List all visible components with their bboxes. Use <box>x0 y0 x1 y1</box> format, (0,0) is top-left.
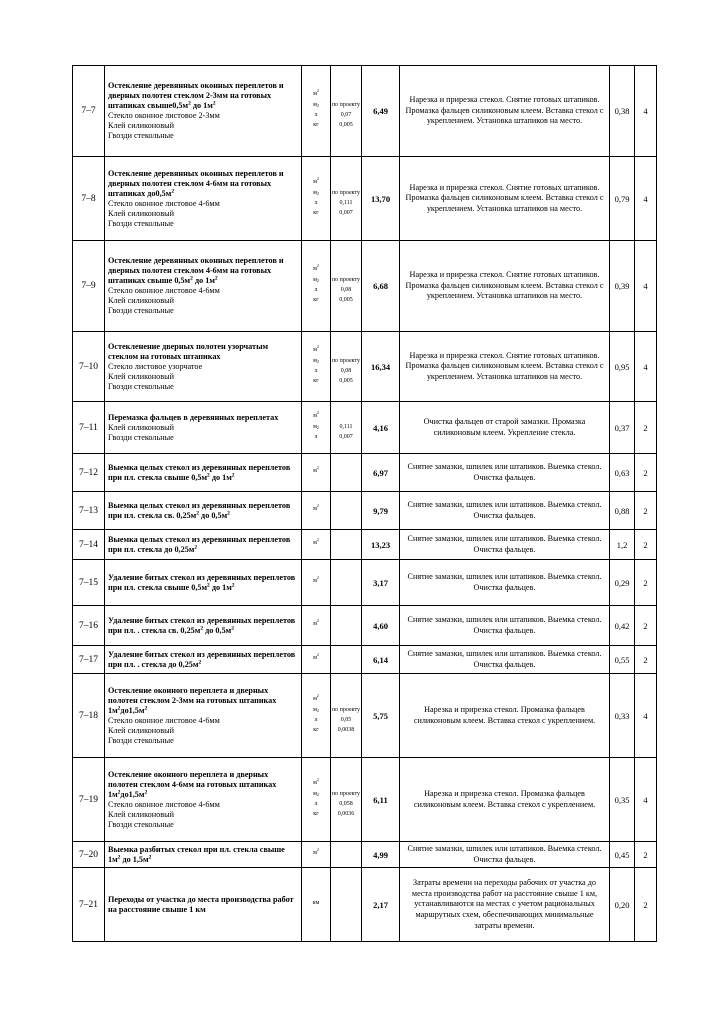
row-unit-cell <box>302 66 331 157</box>
table-row <box>73 646 657 674</box>
material-unit: л <box>314 287 318 294</box>
row-name-cell <box>105 842 302 868</box>
row-name-cell <box>105 402 302 454</box>
row-name-cell <box>105 646 302 674</box>
row-title: Остекленение дверных полотен узорчатым стеклом на готовых штапиках <box>108 341 269 361</box>
row-name-cell <box>105 674 302 758</box>
row-coef: 0,42 <box>610 606 635 646</box>
row-qty-cell <box>331 241 362 332</box>
row-value: 6,97 <box>362 454 400 492</box>
row-title: Остекление оконного переплета и дверных полотен стеклом 2-3мм на готовых штапиках $1м^2до1,5м^2$ <box>108 685 277 715</box>
row-coef: 0,29 <box>610 560 635 606</box>
table-row <box>73 332 657 402</box>
row-qty-cell <box>331 674 362 758</box>
material-unit: кг <box>313 726 319 733</box>
row-qty-cell <box>331 332 362 402</box>
row-title: Удаление битых стекол из деревянных переплетов при пл. . стекла св. $0,25м^2$ до $0,5м^2$ <box>108 615 296 635</box>
row-coef: 0,79 <box>610 157 635 241</box>
row-qty-spacer <box>331 655 361 665</box>
material-unit: кг <box>313 810 319 817</box>
material-name: Стекло оконное листовое 4-6мм <box>108 715 220 725</box>
row-title: Остекление деревянных оконных переплетов и дверных полотен стеклом 4-6мм на готовых штапиках $до0,5м^2$ <box>108 168 284 198</box>
row-name-cell <box>105 868 302 942</box>
row-description: Снятие замазки, шпилек или штапиков. Выемка стекол. Очистка фальцев. <box>400 560 610 606</box>
row-title-unit: м 2 <box>313 846 319 856</box>
row-grade: 4 <box>635 157 657 241</box>
row-name-cell <box>105 454 302 492</box>
material-unit: кг <box>313 122 319 129</box>
row-qty-cell <box>331 66 362 157</box>
row-code: 7–16 <box>73 606 105 646</box>
row-title-unit: м 2 <box>313 536 319 546</box>
material-qty: 0,111 <box>339 199 353 206</box>
material-name: Клей силиконовый <box>108 208 174 218</box>
material-unit: м 2 <box>313 423 319 430</box>
row-coef: 0,63 <box>610 454 635 492</box>
material-name: Клей силиконовый <box>108 809 174 819</box>
table-row <box>73 530 657 560</box>
row-qty-cell <box>331 606 362 646</box>
row-code: 7–21 <box>73 868 105 942</box>
row-code: 7–8 <box>73 157 105 241</box>
row-qty-cell <box>331 560 362 606</box>
row-qty-cell <box>331 454 362 492</box>
row-value: 5,75 <box>362 674 400 758</box>
material-name: Гвозди стекольные <box>108 819 174 829</box>
row-name-cell <box>105 758 302 842</box>
table-row <box>73 868 657 942</box>
row-title-unit: м 2 <box>313 343 319 353</box>
row-unit-cell <box>302 606 331 646</box>
material-qty: 0,0038 <box>337 726 355 733</box>
row-description: Нарезка и прирезка стекол. Промазка фальцев силиконовым клеем. Вставка стекол с укреплением. <box>400 758 610 842</box>
row-coef: 0,35 <box>610 758 635 842</box>
row-title-unit: м 2 <box>313 409 319 419</box>
material-qty: 0,0036 <box>337 810 355 817</box>
row-description: Снятие замазки, шпилек или штапиков. Выемка стекол. Очистка фальцев. <box>400 646 610 674</box>
row-grade: 2 <box>635 560 657 606</box>
norms-table <box>72 65 657 942</box>
material-unit: л <box>314 367 318 374</box>
material-qty: 0,111 <box>339 423 353 430</box>
row-value: 6,11 <box>362 758 400 842</box>
row-qty-cell <box>331 157 362 241</box>
row-qty-spacer <box>331 696 361 706</box>
material-name: Гвозди стекольные <box>108 735 174 745</box>
row-value: 6,14 <box>362 646 400 674</box>
material-name: Клей силиконовый <box>108 121 174 130</box>
row-value: 3,17 <box>362 560 400 606</box>
row-description: Снятие замазки, шпилек или штапиков. Выемка стекол. Очистка фальцев. <box>400 492 610 530</box>
row-code: 7–18 <box>73 674 105 758</box>
row-unit-cell <box>302 868 331 942</box>
row-description: Снятие замазки, шпилек или штапиков. Выемка стекол. Очистка фальцев. <box>400 842 610 868</box>
row-coef: 0,55 <box>610 646 635 674</box>
row-qty-spacer <box>331 347 361 357</box>
row-coef: 0,88 <box>610 492 635 530</box>
row-code: 7–20 <box>73 842 105 868</box>
row-description: Снятие замазки, шпилек или штапиков. Выемка стекол. Очистка фальцев. <box>400 454 610 492</box>
material-name: Клей силиконовый <box>108 725 174 735</box>
row-title-unit: км <box>312 899 320 906</box>
row-code: 7–10 <box>73 332 105 402</box>
material-unit: м 2 <box>313 790 319 797</box>
row-name-cell <box>105 560 302 606</box>
material-name: Стекло оконное листовое 4-6мм <box>108 198 220 208</box>
row-value: 13,23 <box>362 530 400 560</box>
row-title-unit: м 2 <box>313 464 319 474</box>
row-name-cell <box>105 157 302 241</box>
row-description: Нарезка и прирезка стекол. Снятие готовых штапиков. Промазка фальцев силиконовым клеем. Вставка стекол с укреплением. Установка штапиков на место. <box>400 241 610 332</box>
row-qty-spacer <box>331 621 361 631</box>
row-name-cell <box>105 66 302 157</box>
row-qty-cell <box>331 868 362 942</box>
material-qty: 0,005 <box>339 377 353 384</box>
row-coef: 0,95 <box>610 332 635 402</box>
row-grade: 2 <box>635 402 657 454</box>
row-grade: 4 <box>635 66 657 157</box>
row-code: 7–19 <box>73 758 105 842</box>
material-qty: по проекту <box>331 189 361 196</box>
row-code: 7–13 <box>73 492 105 530</box>
row-description: Снятие замазки, шпилек или штапиков. Выемка стекол. Очистка фальцев. <box>400 606 610 646</box>
material-unit: л <box>314 112 318 119</box>
row-qty-spacer <box>331 780 361 790</box>
row-code: 7–14 <box>73 530 105 560</box>
material-name: Стекло оконное листовое 4-6мм <box>108 799 220 809</box>
material-qty: по проекту <box>331 790 361 797</box>
row-title: Остекление деревянных оконных переплетов и дверных полотен стеклом 4-6мм на готовых штапиках свыше $0,5м^2$ до $1м^2$ <box>108 256 284 285</box>
row-coef: 0,38 <box>610 66 635 157</box>
row-code: 7–11 <box>73 402 105 454</box>
material-name: Стекло оконное листовое 2-3мм <box>108 111 220 120</box>
material-name: Гвозди стекольные <box>108 381 174 391</box>
material-qty: 0,08 <box>340 287 352 294</box>
row-description: Нарезка и прирезка стекол. Снятие готовых штапиков. Промазка фальцев силиконовым клеем. Вставка стекол с укреплением. Установка штапиков на место. <box>400 332 610 402</box>
row-grade: 4 <box>635 674 657 758</box>
row-unit-cell <box>302 758 331 842</box>
row-qty-spacer <box>331 91 361 101</box>
material-name: Гвозди стекольные <box>108 131 174 140</box>
material-unit: м 2 <box>313 357 319 364</box>
row-title: Выемка целых стекол из деревянных переплетов при пл. стекла до $0,25м^2$ <box>108 534 291 554</box>
row-grade: 2 <box>635 606 657 646</box>
row-title: Переходы от участка до места производства работ на расстояние свыше 1 км <box>108 894 294 914</box>
row-grade: 4 <box>635 241 657 332</box>
row-title-unit: м 2 <box>313 617 319 627</box>
row-unit-cell <box>302 492 331 530</box>
material-qty: 0,08 <box>340 367 352 374</box>
row-qty-spacer <box>331 850 361 860</box>
material-unit: м 2 <box>313 277 319 284</box>
row-code: 7–17 <box>73 646 105 674</box>
table-row <box>73 66 657 157</box>
row-value: 2,17 <box>362 868 400 942</box>
row-title: Удаление битых стекол из деревянных переплетов при пл. . стекла до $0,25м^2$ <box>108 649 296 669</box>
row-grade: 4 <box>635 332 657 402</box>
row-grade: 2 <box>635 530 657 560</box>
row-coef: 0,37 <box>610 402 635 454</box>
material-unit: л <box>314 433 318 440</box>
row-grade: 4 <box>635 758 657 842</box>
material-name: Гвозди стекольные <box>108 218 174 228</box>
row-qty-cell <box>331 402 362 454</box>
row-code: 7–7 <box>73 66 105 157</box>
row-code: 7–15 <box>73 560 105 606</box>
row-value: 4,60 <box>362 606 400 646</box>
row-title-unit: м 2 <box>313 263 319 272</box>
row-value: 6,49 <box>362 66 400 157</box>
row-grade: 2 <box>635 492 657 530</box>
row-qty-spacer <box>331 266 361 276</box>
row-title: Перемазка фальцев в деревянных переплетах <box>108 412 279 422</box>
row-code: 7–9 <box>73 241 105 332</box>
material-qty: 0,07 <box>340 112 352 119</box>
row-qty-cell <box>331 758 362 842</box>
table-row <box>73 157 657 241</box>
table-row <box>73 241 657 332</box>
row-qty-spacer <box>331 540 361 550</box>
material-name: Клей силиконовый <box>108 371 174 381</box>
row-grade: 2 <box>635 646 657 674</box>
row-unit-cell <box>302 646 331 674</box>
material-qty: по проекту <box>331 102 361 109</box>
row-unit-cell <box>302 157 331 241</box>
material-unit: м 2 <box>313 706 319 713</box>
row-value: 6,68 <box>362 241 400 332</box>
row-grade: 2 <box>635 842 657 868</box>
table-row <box>73 842 657 868</box>
material-qty: 0,007 <box>339 209 353 216</box>
row-qty-spacer <box>331 413 361 423</box>
table-row <box>73 758 657 842</box>
row-qty-spacer <box>331 468 361 478</box>
row-unit-cell <box>302 332 331 402</box>
row-qty-cell <box>331 492 362 530</box>
row-title: Выемка целых стекол из деревянных переплетов при пл. стекла св. $0,25м^2$ до $0,5м^2$ <box>108 500 291 520</box>
row-unit-cell <box>302 454 331 492</box>
material-unit: л <box>314 199 318 206</box>
material-name: Стекло листовое узорчатое <box>108 361 203 371</box>
row-coef: 0,45 <box>610 842 635 868</box>
table-row <box>73 454 657 492</box>
row-title: Выемка разбитых стекол при пл. стекла свыше $1м^2$ до $1,5м^2$ <box>108 844 285 864</box>
material-qty: по проекту <box>331 357 361 364</box>
row-grade: 2 <box>635 454 657 492</box>
table-row <box>73 606 657 646</box>
row-title-unit: м 2 <box>313 692 319 702</box>
row-name-cell <box>105 332 302 402</box>
row-coef: 1,2 <box>610 530 635 560</box>
row-unit-cell <box>302 842 331 868</box>
row-description: Нарезка и прирезка стекол. Снятие готовых штапиков. Промазка фальцев силиконовым клеем. Вставка стекол с укреплением. Установка штапиков на место. <box>400 66 610 157</box>
row-qty-spacer <box>331 179 361 189</box>
material-qty: 0,005 <box>339 122 353 129</box>
material-qty: по проекту <box>331 277 361 284</box>
material-name: Стекло оконное листовое 4-6мм <box>108 286 220 295</box>
row-title: Остекление деревянных оконных переплетов и дверных полотен стеклом 2-3мм на готовых штапиках $свыше0,5м^2$ до $1м^2$ <box>108 81 284 110</box>
material-qty: по проекту <box>331 706 361 713</box>
row-title-unit: м 2 <box>313 175 319 185</box>
row-qty-spacer <box>331 578 361 588</box>
row-name-cell <box>105 241 302 332</box>
table-row <box>73 674 657 758</box>
row-name-cell <box>105 492 302 530</box>
row-qty-cell <box>331 646 362 674</box>
row-unit-cell <box>302 530 331 560</box>
material-unit: м 2 <box>313 189 319 196</box>
row-value: 4,99 <box>362 842 400 868</box>
row-unit-cell <box>302 402 331 454</box>
table-row <box>73 560 657 606</box>
material-unit: л <box>314 800 318 807</box>
material-qty: 0,058 <box>339 800 353 807</box>
material-qty: 0,007 <box>339 433 353 440</box>
row-coef: 0,33 <box>610 674 635 758</box>
material-unit: кг <box>313 209 319 216</box>
material-qty: 0,05 <box>340 716 352 723</box>
material-name: Клей силиконовый <box>108 296 174 305</box>
row-code: 7–12 <box>73 454 105 492</box>
row-unit-cell <box>302 674 331 758</box>
row-description: Очистка фальцев от старой замазки. Промазка силиконовым клеем. Укрепление стекла. <box>400 402 610 454</box>
row-title-unit: м 2 <box>313 651 319 661</box>
row-description: Нарезка и прирезка стекол. Промазка фальцев силиконовым клеем. Вставка стекол с укреплением. <box>400 674 610 758</box>
row-qty-spacer <box>331 900 361 910</box>
row-name-cell <box>105 530 302 560</box>
row-title-unit: м 2 <box>313 776 319 786</box>
row-title-unit: м 2 <box>313 502 319 512</box>
row-unit-cell <box>302 560 331 606</box>
row-value: 4,16 <box>362 402 400 454</box>
material-qty: 0,005 <box>339 297 353 304</box>
row-description: Снятие замазки, шпилек или штапиков. Выемка стекол. Очистка фальцев. <box>400 530 610 560</box>
row-qty-cell <box>331 842 362 868</box>
row-value: 13,70 <box>362 157 400 241</box>
row-title: Остекление оконного переплета и дверных полотен стеклом 4-6мм на готовых штапиках $1м^2до1,5м^2$ <box>108 769 277 799</box>
table-row <box>73 402 657 454</box>
material-name: Клей силиконовый <box>108 422 174 432</box>
row-description: Затраты времени на переходы рабочих от участка до места производства работ на расстояние свыше 1 км, устанавливаются на местах с учетом рациональных маршрутных схем, обеспечивающих минимальные затраты времени. <box>400 868 610 942</box>
row-value: 9,79 <box>362 492 400 530</box>
norms-table-body <box>73 66 657 942</box>
material-unit: м 2 <box>313 102 319 109</box>
row-title: Удаление битых стекол из деревянных переплетов при пл. стекла свыше $0,5м^2$ до $1м^2$ <box>108 572 296 592</box>
row-qty-cell <box>331 530 362 560</box>
material-name: Гвозди стекольные <box>108 306 174 315</box>
material-unit: л <box>314 716 318 723</box>
row-qty-spacer <box>331 506 361 516</box>
material-unit: кг <box>313 377 319 384</box>
row-title-unit: м 2 <box>313 574 319 584</box>
row-grade: 2 <box>635 868 657 942</box>
row-value: 16,34 <box>362 332 400 402</box>
material-unit: кг <box>313 297 319 304</box>
row-name-cell <box>105 606 302 646</box>
material-name: Гвозди стекольные <box>108 432 174 442</box>
row-title-unit: м 2 <box>313 88 319 97</box>
table-row <box>73 492 657 530</box>
row-unit-cell <box>302 241 331 332</box>
row-title: Выемка целых стекол из деревянных переплетов при пл. стекла свыше $0,5м^2$ до $1м^2$ <box>108 462 291 482</box>
row-coef: 0,39 <box>610 241 635 332</box>
row-description: Нарезка и прирезка стекол. Снятие готовых штапиков. Промазка фальцев силиконовым клеем. Вставка стекол с укреплением. Установка штапиков на место. <box>400 157 610 241</box>
row-coef: 0,20 <box>610 868 635 942</box>
